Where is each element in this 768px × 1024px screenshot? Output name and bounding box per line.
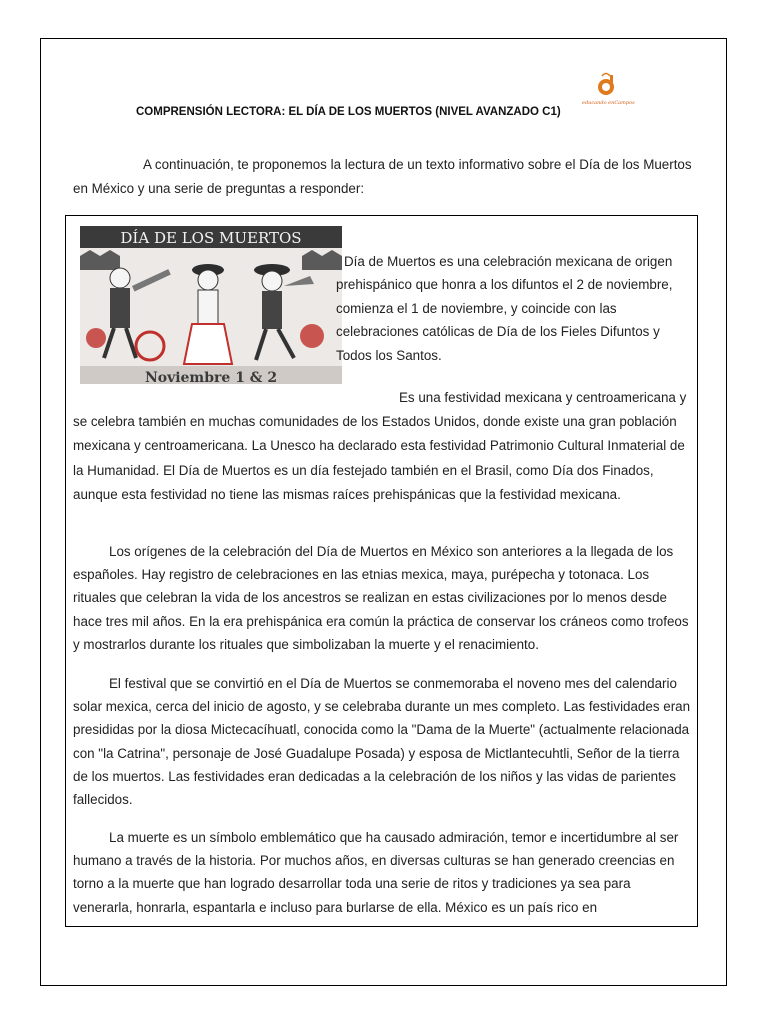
intro-text: A continuación, te proponemos la lectura de un texto informativo sobre el Día de los Muertos en México y una serie de preguntas a responder: — [73, 157, 692, 196]
paragraph-3: Los orígenes de la celebración del Día de Muertos en México son anteriores a la llegada de los españoles. Hay registro de celebraciones en las etnias mexica, maya, purépecha y totonaca. Los rituales que celebran la vida de los ancestros se realizan en estas civilizaciones por lo menos desde hace tres mil años. En la era prehispánica era común la práctica de conservar los cráneos como trofeos y mostrarlos durante los rituales que simbolizaban la muerte y el renacimiento. — [73, 544, 689, 652]
logo-icon — [582, 70, 630, 102]
paragraph-2: Es una festividad mexicana y centroamericana y se celebra también en muchas comunidades de los Estados Unidos, donde existe una gran población mexicana y centroamericana. La Unesco ha declarado esta festividad Patrimonio Cultural Inmaterial de la Humanidad. El Día de Muertos es un día festejado también en el Brasil, como Día dos Finados, aunque esta festividad no tiene las mismas raíces prehispánicas que la festividad mexicana. — [73, 390, 687, 502]
paragraph-4: El festival que se convirtió en el Día de Muertos se conmemoraba el noveno mes del calendario solar mexica, cerca del inicio de agosto, y se celebraba durante un mes completo. Las festividades eran presididas por la diosa Mictecacíhuatl, conocida como la "Dama de la Muerte" (actualmente relacionada con "la Catrina", personaje de José Guadalupe Posada) y esposa de Mictlantecuhtli, Señor de la tierra de los muertos. Las festividades eran dedicadas a la celebración de los niños y las vidas de parientes fallecidos. — [73, 676, 691, 808]
banner-text: DÍA DE LOS MUERTOS — [120, 229, 302, 247]
intro-paragraph — [73, 153, 705, 201]
dia-de-muertos-illustration — [80, 226, 342, 384]
paragraph-1: Día de Muertos es una celebración mexicana de origen prehispánico que honra a los difuntos el 2 de noviembre, comienza el 1 de noviembre, y coincide con las celebraciones católicas de Día de los Fieles Difuntos y Todos los Santos. — [336, 254, 673, 363]
date-caption: Noviembre 1 & 2 — [144, 370, 278, 384]
paragraph-5: La muerte es un símbolo emblemático que ha causado admiración, temor e incertidumbre al ser humano a través de la historia. Por muchos años, en diversas culturas se han generado creencias en torno a la muerte que han logrado desarrollar toda una serie de ritos y tradiciones ya sea para venerarla, honrarla, espantarla e incluso para burlarse de ella. México es un país rico en — [73, 830, 679, 915]
reading-text-box — [65, 215, 698, 927]
skeleton-musicians-image — [80, 226, 342, 384]
document-title: COMPRENSIÓN LECTORA: EL DÍA DE LOS MUERTOS (NIVEL AVANZADO C1) — [136, 106, 561, 118]
logo-wordmark: educando enCampos — [582, 100, 635, 106]
